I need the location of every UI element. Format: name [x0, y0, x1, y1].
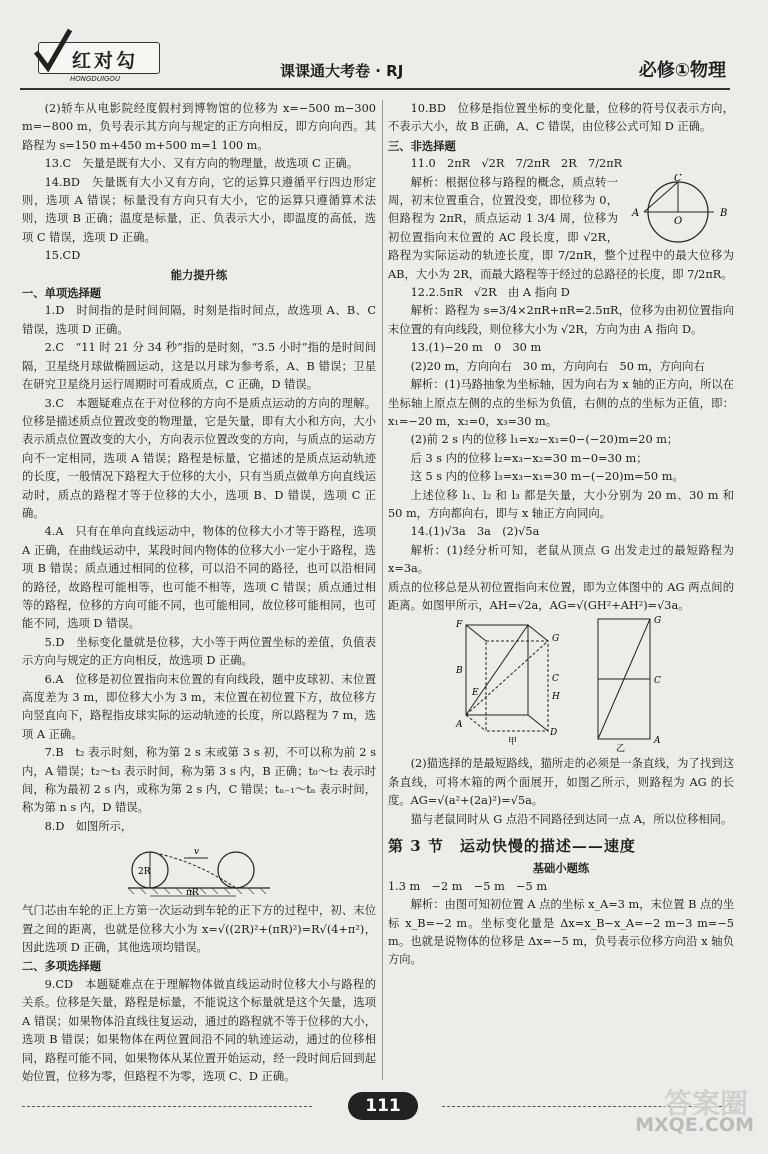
svg-text:H: H	[552, 692, 560, 703]
left-paragraph: 能力提升练	[170, 267, 228, 282]
right-paragraph: 13.(1)−20 m 0 30 m	[410, 341, 542, 355]
header-rule	[20, 88, 730, 90]
svg-text:E: E	[472, 688, 479, 699]
svg-text:O: O	[674, 215, 683, 227]
right-paragraph: 解析：由图可知初位置 A 点的坐标 x_A=3 m，末位置 B 点的坐标 x_B=−2 m。坐标变化量是 Δx=x_B−x_A=−2 m−3 m=−5 m。也就是说物体的位移是 Δx=−5 m，负号表示位移方向沿 x 轴负方向。	[388, 898, 734, 967]
right-paragraph: 解析：路程为 s=3/4×2πR+πR=2.5πR，位移为由初位置指向末位置的有向线段，则位移大小为 √2R，方向为由 A 指向 D。	[388, 304, 734, 336]
wheel-label-pir: πR	[186, 888, 199, 899]
right-paragraph: 后 3 s 内的位移 l₂=x₃−x₂=30 m−0=30 m；	[410, 451, 648, 465]
right-paragraph: 1.3 m −2 m −5 m −5 m	[388, 879, 548, 893]
right-paragraph: (2)前 2 s 内的位移 l₁=x₂−x₁=0−(−20)m=20 m；	[410, 433, 679, 447]
right-paragraph: (2)猫选择的是最短路线，猫所走的必须是一条直线，为了找到这条直线，可将木箱的两个面展开，如图乙所示，则路程为 AG 的长度。AG=√(a²+(2a)²)=√5a。	[388, 757, 734, 808]
left-paragraph: 14.BD 矢量既有大小又有方向，它的运算只遵循平行四边形定则，选项 A 错误；标量没有方向只有大小，它的运算只遵循算术法则，选项 B 正确；温度是标量，正、负表示大小，即温度的高低，选项 C 错误，选项 D 正确。	[22, 175, 376, 244]
left-paragraph: 5.D 坐标变化量就是位移，大小等于两位置坐标的差值，负值表示方向与规定的正方向相反，故选项 D 正确。	[22, 635, 376, 668]
svg-text:C: C	[674, 173, 682, 184]
right-paragraph: 12.2.5πR √2R 由 A 指向 D	[410, 286, 570, 300]
svg-text:B: B	[456, 666, 463, 677]
page-number: 111	[348, 1092, 418, 1120]
left-paragraph: (2)轿车从电影院经度假村到博物馆的位移为 x=−500 m−300 m=−800 m，负号表示其方向与规定的正方向相反，即方向向西。其路程为 s=150 m+450 m+500 m=1 100 m。	[22, 102, 376, 152]
wheel-label-v: v	[194, 847, 200, 858]
logo-subtext: HONGDUIGOU	[70, 75, 121, 83]
checkmark-icon	[32, 28, 72, 74]
right-paragraph: 质点的位移总是从初位置指向末位置，即为立体图中的 AG 两点间的距离。如图甲所示，AH=√2a，AG=√(GH²+AH²)=√3a。	[388, 580, 734, 612]
right-paragraph: 解析：(1)经分析可知，老鼠从顶点 G 出发走过的最短路程为 x=3a。	[388, 543, 734, 576]
left-paragraph: 7.B t₂ 表示时刻，称为第 2 s 末或第 3 s 初，不可以称为前 2 s 内，A 错误；t₂～t₃ 表示时间，称为第 3 s 内，B 正确；t₀～t₂ 表示时间，称为最初 2 s 内，或称为第 2 s 内，C 错误；tₙ₋₁～tₙ 表示时间，称为第 n s 内，D 错误。	[22, 746, 376, 815]
logo	[32, 28, 182, 83]
logo-text: 红对勾	[72, 50, 139, 72]
svg-text:A: A	[654, 736, 661, 747]
left-paragraph: 15.CD	[44, 249, 81, 263]
watermark-top: 答案圈	[663, 1087, 748, 1120]
left-paragraph: 8.D 如图所示，	[44, 819, 133, 833]
column-divider	[382, 100, 383, 1080]
left-paragraph: 一、单项选择题	[22, 286, 102, 301]
left-paragraph: 6.A 位移是初位置指向末位置的有向线段，题中皮球初、末位置高度差为 3 m，即位移大小为 3 m，末位置在初位置下方，故位移方向竖直向下，路程指皮球实际的运动轨迹的长度，所以路程为 7 m，选项 A 正确。	[22, 672, 376, 741]
right-paragraph: 上述位移 l₁、l₂ 和 l₃ 都是矢量，大小分别为 20 m、30 m 和 50 m，方向都向右，即与 x 轴正方向同向。	[388, 488, 734, 520]
left-paragraph: 气门芯由车轮的正上方第一次运动到车轮的正下方的过程中，初、末位置之间的距离，也就是位移大小为 x=√((2R)²+(πR)²)=R√(4+π²)，因此选项 D 正确，其他选项均错误。	[22, 904, 376, 955]
right-paragraph: 这 5 s 内的位移 l₃=x₃−x₁=30 m−(−20)m=50 m。	[410, 470, 684, 484]
svg-text:F: F	[456, 620, 463, 631]
box-figure-yi	[588, 613, 688, 753]
svg-text:C: C	[552, 674, 559, 685]
left-paragraph: 2.C “11 时 21 分 34 秒”指的是时刻，“3.5 小时”指的是时间间隔，卫星绕月球做椭圆运动，这是以月球为参考系，A、B 错误；卫星在研究卫星绕月运行周期时可看成质点，C 正确，D 错误。	[22, 341, 376, 392]
series-title: 课课通大考卷 · RJ	[280, 62, 404, 80]
right-paragraph: 基础小题练	[532, 861, 590, 876]
svg-text:乙: 乙	[616, 744, 626, 754]
right-paragraph: 10.BD 位移是指位置坐标的变化量，位移的符号仅表示方向，不表示大小，故 B 正确，A、C 错误，由位移公式可知 D 正确。	[388, 102, 734, 134]
left-paragraph: 1.D 时间指的是时间间隔，时刻是指时间点，故选项 A、B、C 错误，选项 D 正确。	[22, 304, 376, 336]
footer-rule-left	[22, 1106, 312, 1107]
right-paragraph: 解析：(1)马路抽象为坐标轴，因为向右为 x 轴的正方向，所以在坐标轴上原点左侧的点的坐标为负值，右侧的点的坐标为正值，即：x₁=−20 m，x₂=0，x₃=30 m。	[388, 378, 734, 428]
svg-text:C: C	[654, 676, 661, 687]
svg-text:A: A	[456, 720, 463, 731]
left-paragraph: 13.C 矢量是既有大小、又有方向的物理量，故选项 C 正确。	[44, 157, 359, 171]
right-paragraph: 11.0 2πR √2R 7/2πR 2R 7/2πR	[410, 157, 623, 171]
svg-text:甲: 甲	[508, 737, 518, 746]
box-figures	[388, 615, 734, 755]
page-header	[22, 22, 748, 88]
circle-figure	[624, 174, 734, 246]
right-paragraph: (2)20 m，方向向右 30 m，方向向右 50 m，方向向右	[410, 359, 705, 373]
left-column	[22, 100, 376, 1086]
wheel-figure	[124, 840, 274, 898]
left-paragraph: 二、多项选择题	[22, 959, 102, 974]
svg-text:A: A	[632, 207, 640, 219]
wheel-label-2r: 2R	[138, 867, 151, 878]
right-paragraph: 猫与老鼠同时从 G 点沿不同路径到达同一点 A，所以位移相同。	[410, 812, 733, 826]
left-paragraph: 3.C 本题疑难点在于对位移的方向不是质点运动的方向的理解。位移是描述质点位置改变的物理量，它是矢量，即有大小和方向，大小表示质点位置改变的大小，方向表示位置改变的方向，与质点的运动方向不一定相同，选项 A 错误；路程是标量，它描述的是质点运动轨迹的长度，一般情况下路程大于位移的大小，只有当质点做单方向直线运动时，质点的路程才等于位移的大小，选项 B、D 错误，选项 C 正确。	[22, 396, 376, 520]
left-paragraph: 4.A 只有在单向直线运动中，物体的位移大小才等于路程，选项 A 正确，在曲线运动中，某段时间内物体的位移大小一定小于路程，选项 B 错误；质点通过相同的位移，可以沿不同的路径，也可以沿相同的路径，故路程可能相等，也可能不相等，选项 C 错误；质点通过相等的路程，位移的方向可能不同，也可能相同，故位移可能相同，也可能不同，选项 D 错误。	[22, 525, 376, 631]
svg-text:G: G	[654, 616, 662, 627]
svg-text:B: B	[720, 207, 728, 219]
right-paragraph: 三、非选择题	[388, 138, 456, 153]
right-paragraph: 第 3 节 运动快慢的描述——速度	[388, 837, 636, 855]
box-figure-jia	[446, 615, 576, 745]
svg-text:D: D	[550, 728, 558, 739]
right-paragraph: 14.(1)√3a 3a (2)√5a	[410, 525, 540, 539]
right-column	[388, 100, 734, 970]
subject-title: 必修①物理	[638, 60, 726, 81]
svg-text:G: G	[552, 634, 560, 645]
left-paragraph: 9.CD 本题疑难点在于理解物体做直线运动时位移大小与路程的关系。位移是矢量，路程是标量，不能说这个标量就是这个矢量，选项 A 错误；如果物体沿直线往复运动，通过的路程就不等于位移的大小，选项 B 错误；如果物体在两位置间沿不同的轨迹运动，通过的位移相同，路程可能不同，如果物体从某位置开始运动，经一段时间后回到起始位置，位移为零，但路程不为零，选项 C、D 正确。	[22, 977, 376, 1083]
right-paragraph: 解析：根据位移与路程的概念，质点转一周，初末位置重合，位置没变，即位移为 0，但路程为 2πR，质点运动 1 3/4 周，位移为初位置指向末位置的 AC 段长度，即 √2R，路程为实际运动的轨迹长度，即 7/2πR，整个过程中的最大位移为 AB，大小为 2R，而最大路程等于经过的总路径的长度，即 7/2πR。	[388, 175, 734, 281]
watermark-bottom: MXQE.COM	[635, 1114, 754, 1136]
